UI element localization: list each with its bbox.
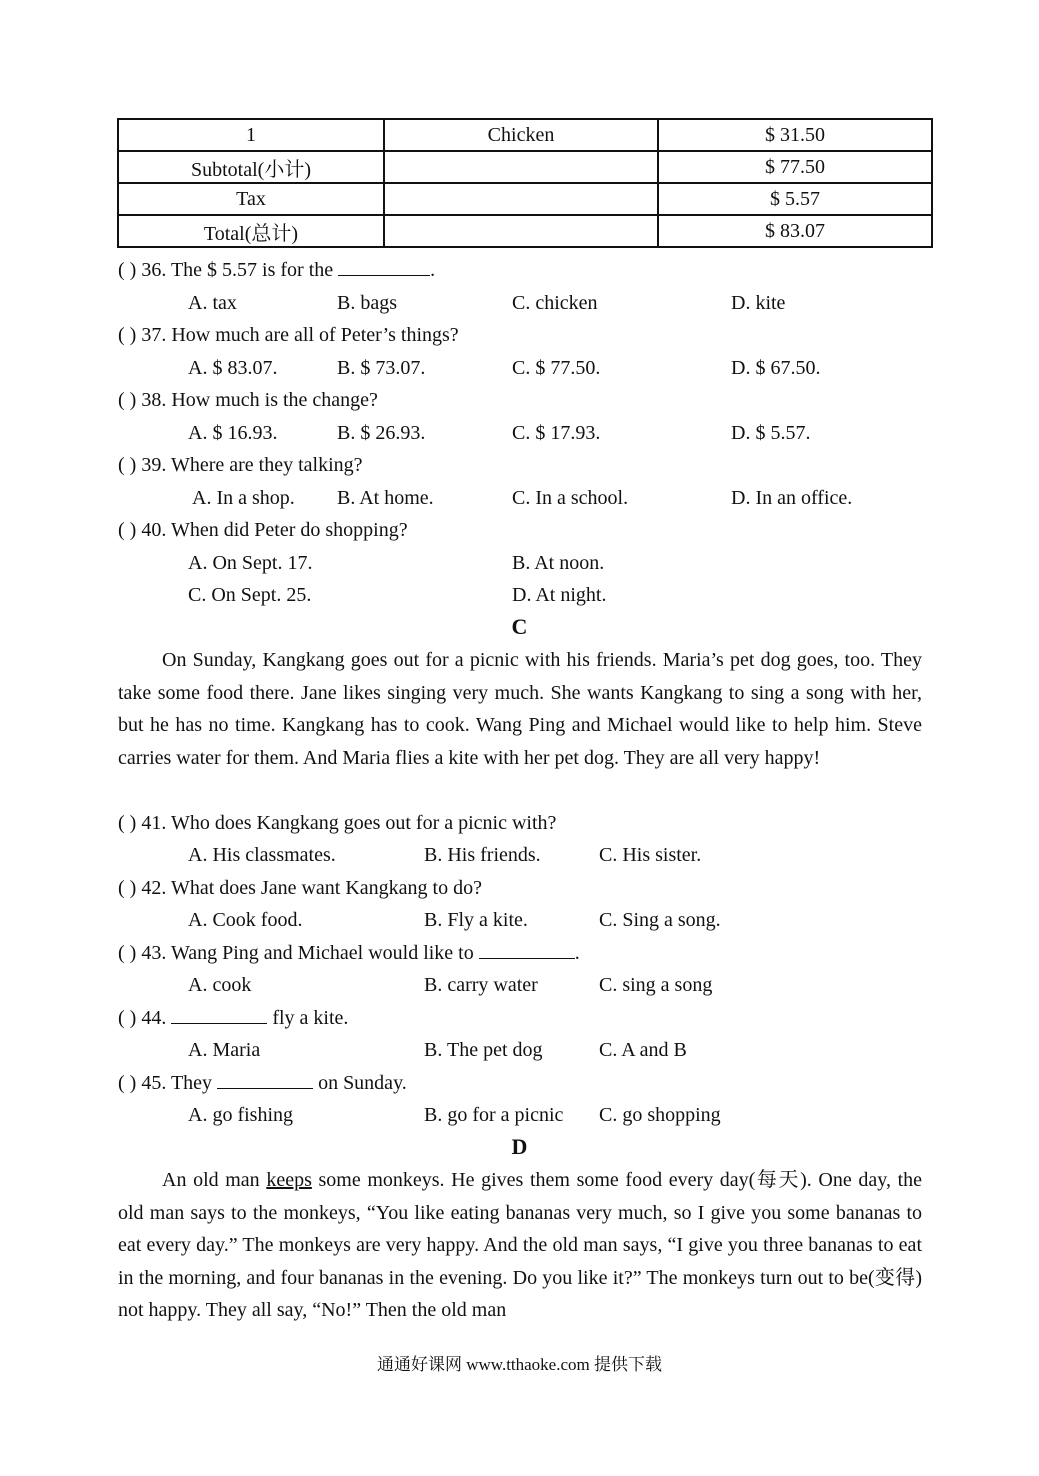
question-38: ( ) 38. How much is the change? (118, 389, 378, 411)
table-row (118, 183, 932, 215)
question-stem: ( ) 36. The $ 5.57 is for the (118, 259, 334, 281)
option: A. In a shop. (192, 487, 295, 509)
page-footer: 通通好课网 www.tthaoke.com 提供下载 (376, 1355, 663, 1374)
answer-blank (171, 1005, 267, 1024)
option: C. chicken (512, 292, 598, 314)
table-row (118, 119, 932, 151)
option: B. bags (337, 292, 397, 314)
option: D. $ 67.50. (731, 357, 821, 379)
option: A. cook (188, 974, 252, 996)
option: A. $ 16.93. (188, 422, 278, 444)
option: D. kite (731, 292, 786, 314)
question-45 (118, 1070, 407, 1096)
option: C. $ 77.50. (512, 357, 601, 379)
receipt-table (117, 118, 933, 248)
option: B. His friends. (424, 844, 541, 866)
passage-text-start: An old man (162, 1169, 267, 1191)
question-stem: ( ) 45. They (118, 1072, 213, 1094)
option: A. $ 83.07. (188, 357, 278, 379)
question-stem: ( ) 44. (118, 1007, 167, 1029)
passage-text (118, 1164, 922, 1327)
option: A. go fishing (188, 1104, 293, 1126)
option: C. In a school. (512, 487, 629, 509)
passage-d (118, 1164, 922, 1327)
question-43 (118, 940, 580, 966)
option: C. A and B (599, 1039, 687, 1061)
question-44 (118, 1005, 348, 1031)
table-cell: Chicken (384, 119, 658, 151)
option: C. sing a song (599, 974, 713, 996)
question-tail: on Sunday. (318, 1072, 407, 1094)
table-row (118, 215, 932, 247)
table-cell (384, 215, 658, 247)
option: A. Maria (188, 1039, 261, 1061)
table-cell: $ 77.50 (658, 151, 932, 183)
question-stem: ( ) 43. Wang Ping and Michael would like to (118, 942, 474, 964)
question-tail: . (430, 259, 436, 281)
question-36 (118, 257, 435, 283)
question-tail: . (574, 942, 580, 964)
table-cell (384, 183, 658, 215)
option: B. At home. (337, 487, 434, 509)
option: A. Cook food. (188, 909, 303, 931)
option: A. His classmates. (188, 844, 336, 866)
passage-c (118, 644, 922, 774)
table-cell: $ 83.07 (658, 215, 932, 247)
option: D. In an office. (731, 487, 853, 509)
option: B. At noon. (512, 552, 605, 574)
option: B. Fly a kite. (424, 909, 528, 931)
option: B. $ 26.93. (337, 422, 426, 444)
option: B. carry water (424, 974, 538, 996)
question-tail: fly a kite. (272, 1007, 349, 1029)
table-cell (384, 151, 658, 183)
option: A. On Sept. 17. (188, 552, 313, 574)
option: B. The pet dog (424, 1039, 543, 1061)
option: D. $ 5.57. (731, 422, 811, 444)
table-row (118, 151, 932, 183)
option: C. His sister. (599, 844, 702, 866)
option: C. On Sept. 25. (188, 584, 312, 606)
option: D. At night. (512, 584, 607, 606)
table-cell: Tax (118, 183, 384, 215)
underlined-word: keeps (266, 1169, 312, 1191)
option: C. go shopping (599, 1104, 721, 1126)
question-41: ( ) 41. Who does Kangkang goes out for a picnic with? (118, 812, 557, 834)
option: B. $ 73.07. (337, 357, 426, 379)
question-42: ( ) 42. What does Jane want Kangkang to do? (118, 877, 482, 899)
option: C. Sing a song. (599, 909, 721, 931)
answer-blank (217, 1070, 313, 1089)
question-40: ( ) 40. When did Peter do shopping? (118, 519, 408, 541)
option: C. $ 17.93. (512, 422, 601, 444)
table-cell: $ 31.50 (658, 119, 932, 151)
passage-text: On Sunday, Kangkang goes out for a picnic with his friends. Maria’s pet dog goes, too. They take some food there. Jane likes singing very much. She wants Kangkang to sing a song with her, but he has no time. Kangkang has to cook. Wang Ping and Michael would like to help him. Steve carries water for them. And Maria flies a kite with her pet dog. They are all very happy! (118, 649, 922, 769)
table-cell: Subtotal(小计) (118, 151, 384, 183)
question-37: ( ) 37. How much are all of Peter’s things? (118, 324, 459, 346)
answer-blank (338, 257, 430, 276)
option: B. go for a picnic (424, 1104, 564, 1126)
passage-text-rest: some monkeys. He gives them some food every day(每天). One day, the old man says to the monkeys, “You like eating bananas very much, so I give you some bananas to eat every day.” The monkeys are very happy. And the old man says, “I give you three bananas to eat in the morning, and four bananas in the evening. Do you like it?” The monkeys turn out to be(变得) not happy. They all say, “No!” Then the old man (118, 1169, 923, 1321)
table-cell: $ 5.57 (658, 183, 932, 215)
option: A. tax (188, 292, 237, 314)
question-39: ( ) 39. Where are they talking? (118, 454, 363, 476)
section-heading-c: C (511, 614, 528, 639)
answer-blank (479, 940, 575, 959)
table-cell: 1 (118, 119, 384, 151)
table-cell: Total(总计) (118, 215, 384, 247)
section-heading-d: D (511, 1134, 528, 1159)
